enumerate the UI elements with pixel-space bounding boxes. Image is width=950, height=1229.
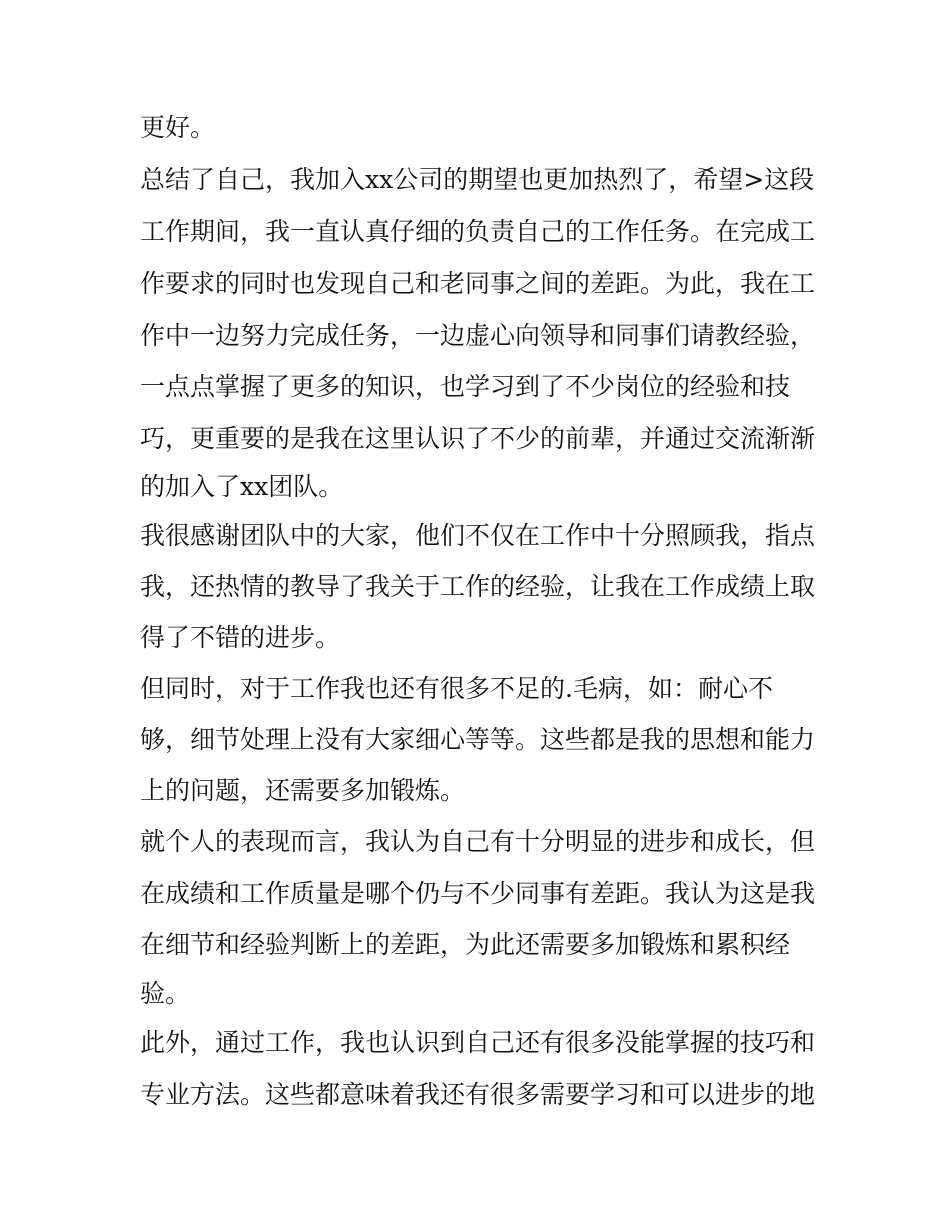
text-line: 我，还热情的教导了我关于工作的经验，让我在工作成绩上取 [140,572,816,601]
text-line: 但同时，对于工作我也还有很多不足的.毛病，如：耐心不 [140,674,773,703]
text-line: 在细节和经验判断上的差距，为此还需要多加锻炼和累积经 [140,930,791,959]
text-line: 的加入了xx团队。 [140,472,344,501]
text-line: 作要求的同时也发现自己和老同事之间的差距。为此，我在工 [140,269,816,298]
text-line: 一点点掌握了更多的知识，也学习到了不少岗位的经验和技 [140,372,791,401]
text-line: 就个人的表现而言，我认为自己有十分明显的进步和成长，但 [140,827,816,856]
text-line: 工作期间，我一直认真仔细的负责自己的工作任务。在完成工 [140,217,816,246]
text-line: 作中一边努力完成任务，一边虚心向领导和同事们请教经验， [140,321,816,350]
text-line: 得了不错的进步。 [140,623,341,652]
text-line: 验。 [140,979,191,1008]
text-line: 我很感谢团队中的大家，他们不仅在工作中十分照顾我，指点 [140,521,816,550]
text-line: 更好。 [140,113,216,142]
text-line: 巧，更重要的是我在这里认识了不少的前辈，并通过交流渐渐 [140,424,816,453]
text-line: 专业方法。这些都意味着我还有很多需要学习和可以进步的地 [140,1080,816,1109]
text-line: 在成绩和工作质量是哪个仍与不少同事有差距。我认为这是我 [140,879,816,908]
text-line: 总结了自己，我加入xx公司的期望也更加热烈了，希望>这段 [140,165,815,194]
text-line: 上的问题，还需要多加锻炼。 [140,776,466,805]
text-line: 此外，通过工作，我也认识到自己还有很多没能掌握的技巧和 [140,1028,816,1057]
text-line: 够，细节处理上没有大家细心等等。这些都是我的思想和能力 [140,725,816,754]
